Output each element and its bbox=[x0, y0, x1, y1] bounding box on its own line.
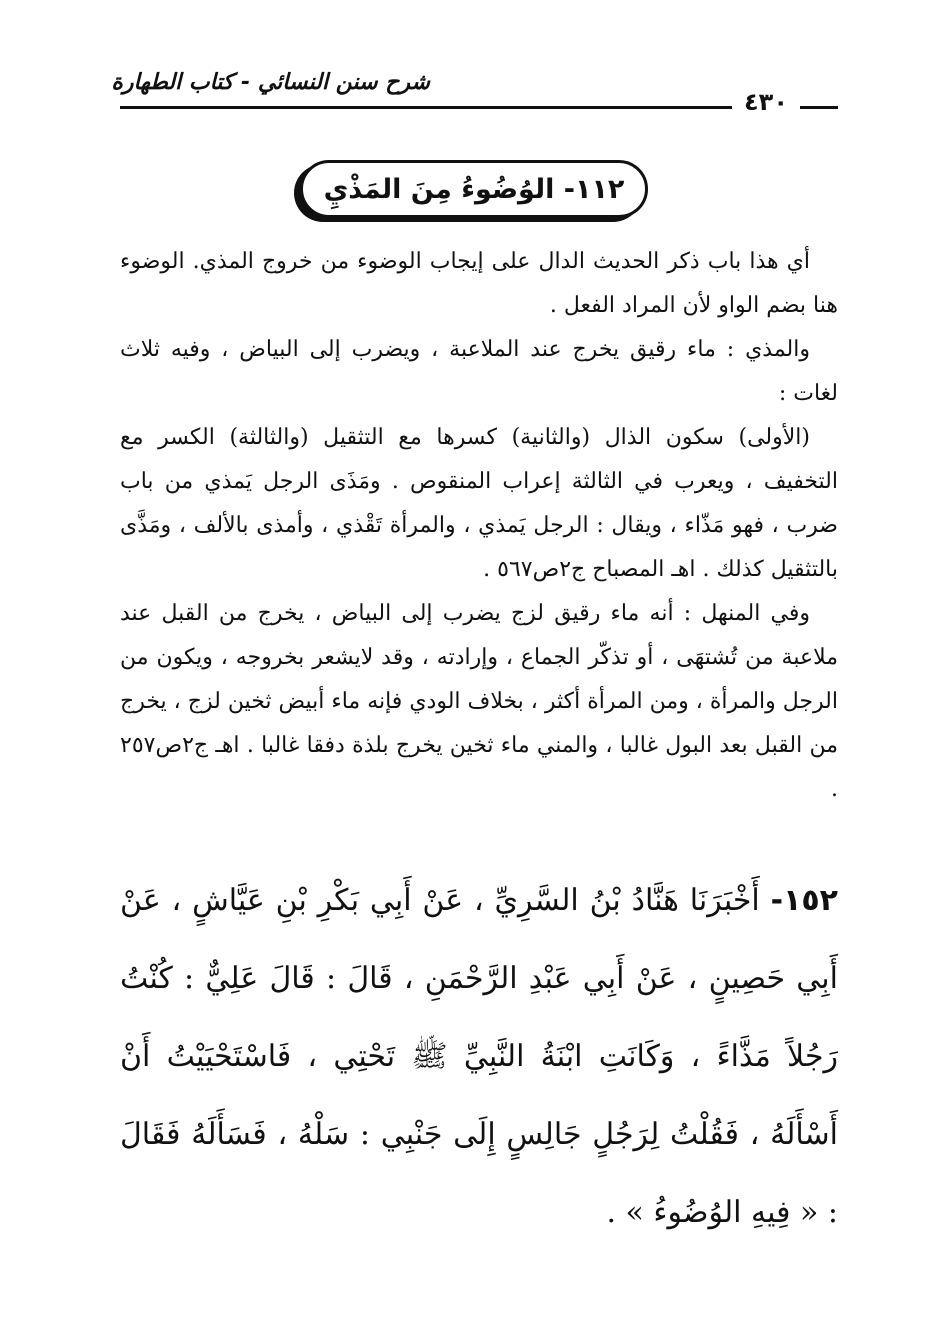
commentary-paragraph-definition: والمذي : ماء رقيق يخرج عند الملاعبة ، ويضرب إلى البياض ، وفيه ثلاث لغات : bbox=[120, 337, 838, 406]
header-rule-short bbox=[800, 106, 838, 109]
hadith-text: أَخْبَرَنَا هَنَّادُ بْنُ السَّرِيِّ ، عَنْ أَبِي بَكْرِ بْنِ عَيَّاشٍ ، عَنْ أَبِي حَصِينٍ ، عَنْ أَبِي عَبْدِ الرَّحْمَنِ ، قَالَ : قَالَ عَلِيٌّ : كُنْتُ رَجُلاً مَذَّاءً ، وَكَانَتِ ابْنَةُ النَّبِيِّ ﷺ تَحْتِي ، فَاسْتَحْيَيْتُ أَنْ أَسْأَلَهُ ، فَقُلْتُ لِرَجُلٍ جَالِسٍ إِلَى جَنْبِي : سَلْهُ ، فَسَأَلَهُ فَقَالَ : « فِيهِ الوُضُوءُ » . bbox=[120, 883, 838, 1230]
chapter-title: ١١٢- الوُضُوءُ مِنَ المَذْيِ bbox=[323, 173, 625, 205]
hadith-number: ١٥٢- bbox=[770, 883, 838, 918]
commentary-text bbox=[120, 240, 838, 812]
header-rule bbox=[120, 106, 732, 109]
chapter-title-box bbox=[300, 160, 648, 218]
page-number: ٤٣٠ bbox=[744, 88, 788, 116]
commentary-paragraph-intro: أي هذا باب ذكر الحديث الدال على إيجاب الوضوء من خروج المذي. الوضوء هنا بضم الواو لأن المراد الفعل . bbox=[120, 249, 838, 318]
commentary-paragraph-dialects: (الأولى) سكون الذال (والثانية) كسرها مع التثقيل (والثالثة) الكسر مع التخفيف ، ويعرب في الثالثة إعراب المنقوص . ومَذَى الرجل يَمذي من باب ضرب ، فهو مَذّاء ، ويقال : الرجل يَمذي ، والمرأة تَقْذي ، وأمذى بالألف ، ومَذَّى بالتثقيل كذلك . اهـ المصباح ج٢ص٥٦٧ . bbox=[120, 425, 838, 582]
running-title: شرح سنن النسائي - كتاب الطهارة bbox=[111, 70, 430, 95]
hadith-block bbox=[120, 862, 838, 1252]
commentary-paragraph-manhal: وفي المنهل : أنه ماء رقيق لزج يضرب إلى البياض ، يخرج من القبل عند ملاعبة من تُشتهَى ، أو تذكّر الجماع ، وإرادته ، وقد لايشعر بخروجه ، ويكون من الرجل والمرأة ، ومن المرأة أكثر ، بخلاف الودي فإنه ماء أبيض ثخين لزج ، يخرج من القبل بعد البول غالبا ، والمني ماء ثخين يخرج بلذة دفقا غالبا . اهـ ج٢ص٢٥٧ . bbox=[120, 601, 838, 802]
